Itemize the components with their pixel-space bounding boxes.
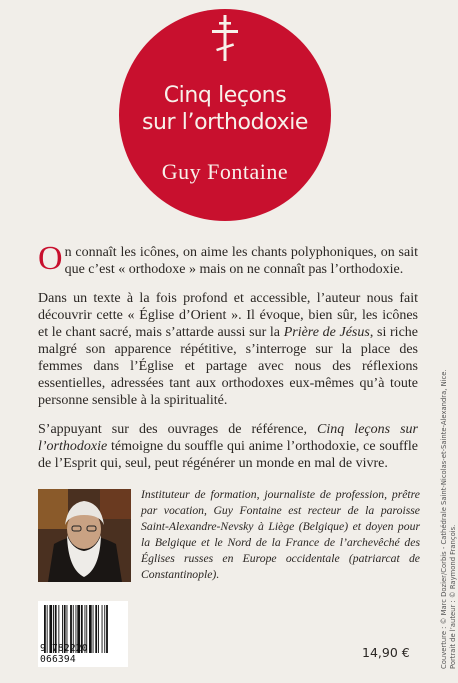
isbn-barcode <box>38 601 128 667</box>
book-title-line2: sur l’orthodoxie <box>141 110 309 135</box>
author-photo <box>38 489 131 582</box>
paragraph-3-text-b: témoigne du souffle qui anime l’orthodoxie, ce souffle de l’Esprit qui, seul, peut régénérer un monde en mal de vivre. <box>38 439 418 471</box>
paragraph-3-text-a: S’appuyant sur des ouvrages de référence, <box>38 422 318 437</box>
title-badge <box>119 9 331 221</box>
orthodox-cross-icon <box>210 15 240 61</box>
description-paragraph-3 <box>38 421 418 472</box>
paragraph-2-text-a: Dans un texte à la fois profond et accessible, l’auteur nous fait découvrir cette « Église d’Orient ». Il évoque, bien sûr, les icônes et le chant sacré, mais s’attarde aussi sur la <box>38 291 418 340</box>
book-title-line1: Cinq leçons <box>163 83 287 108</box>
paragraph-1-text: n connaît les icônes, on aime les chants polyphoniques, on sait que c’est « orthodoxe » mais on ne connaît pas l’orthodoxie. <box>64 245 418 277</box>
description-paragraph-2 <box>38 290 418 409</box>
paragraph-2-text-b: , si riche malgré son apparence répétitive, s’interroge sur la place des femmes dans l’Église et partage avec nous des réflexions essentielles, adressées tant aux orthodoxes eux-mêmes qu’à toute personne sensible à la spiritualité. <box>38 325 418 408</box>
dropcap: O <box>38 240 63 277</box>
book-description <box>38 240 418 484</box>
cover-credits <box>440 369 458 669</box>
isbn-digits: 9 782220 066394 <box>40 643 88 665</box>
paragraph-3-italic: Cinq leçons sur l’orthodoxie <box>38 422 418 454</box>
credits-line-2: Portrait de l’auteur : © Raymond François. <box>449 524 457 669</box>
author-bio <box>38 487 420 587</box>
credits-line-1: Couverture : © Marc Dozier/Corbis - Cathédrale Saint-Nicolas-et-Sainte-Alexandra, Nice. <box>440 369 448 669</box>
price: 14,90 € <box>362 645 410 660</box>
description-paragraph-1 <box>38 240 418 278</box>
bio-text: Instituteur de formation, journaliste de profession, prêtre par vocation, Guy Fontaine est recteur de la paroisse Saint-Alexandre-Nevsky à Liège (Belgique) et doyen pour la Belgique et le Nord de la France de l’archevêché des Églises russes en Europe occidentale (patriarcat de Constantinople). <box>141 488 420 581</box>
paragraph-2-italic: Prière de Jésus <box>283 325 370 340</box>
author-name: Guy Fontaine <box>161 159 289 184</box>
